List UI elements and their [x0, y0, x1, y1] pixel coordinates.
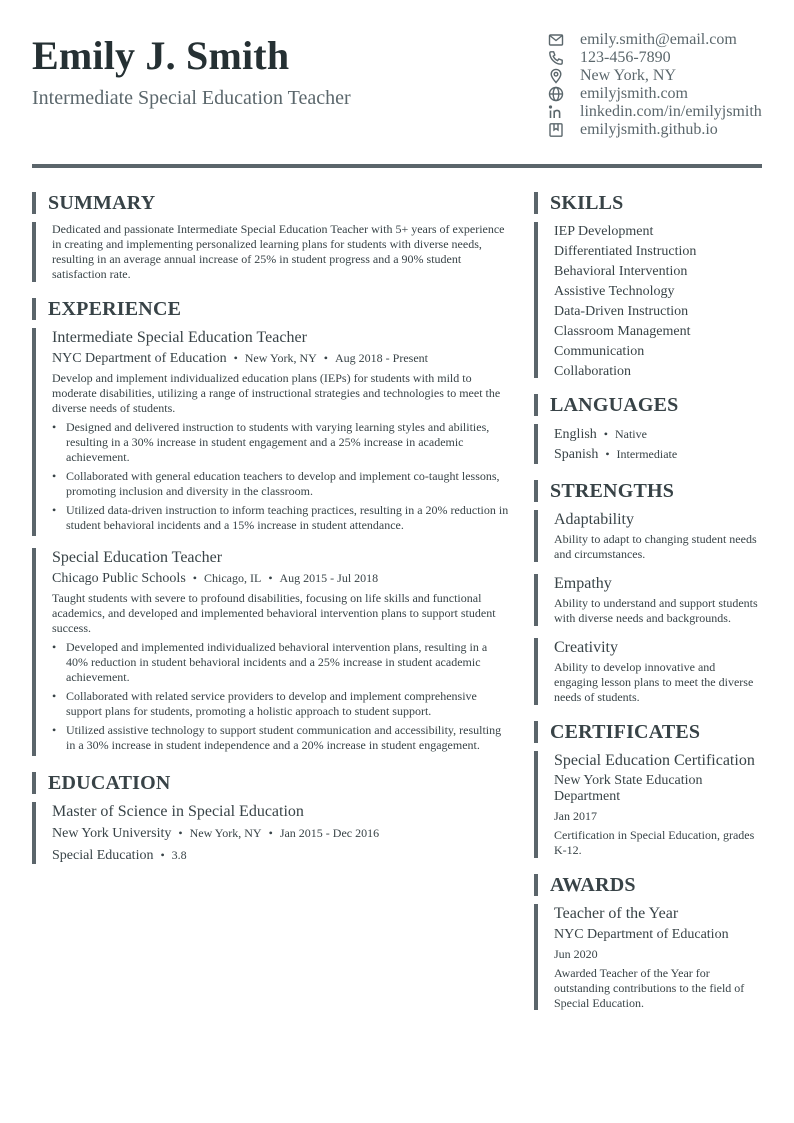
separator-dot: •	[603, 427, 608, 441]
strength-name: Creativity	[554, 639, 618, 656]
job-role: Intermediate Special Education Teacher	[52, 329, 307, 346]
language-name: English	[554, 427, 597, 442]
award-desc: Awarded Teacher of the Year for outstanding contributions to the field of Special Education.	[554, 966, 745, 1010]
language-level: Intermediate	[616, 447, 678, 461]
job-location: Chicago, IL	[203, 571, 262, 585]
job-location: New York, NY	[244, 351, 317, 365]
strength-entry	[534, 574, 762, 626]
sidebar-column	[534, 192, 762, 1010]
award-entry	[534, 904, 762, 1010]
skill-item: IEP Development	[554, 224, 654, 239]
job-bullet: • Designed and delivered instruction to students with varying learning styles and abilities, resulting in a 30% increase in student engagement and a 25% increase in academic achievement.	[52, 420, 510, 465]
skill-item: Behavioral Intervention	[554, 264, 688, 279]
email-icon	[548, 32, 564, 48]
separator-dot: •	[178, 826, 183, 840]
award-issuer: NYC Department of Education	[554, 927, 729, 942]
contact-website[interactable]	[548, 85, 788, 103]
separator-dot: •	[268, 571, 273, 585]
education-school: New York University	[52, 826, 172, 841]
linkedin-icon	[548, 104, 564, 120]
job-org: NYC Department of Education	[52, 351, 227, 366]
skill-item: Differentiated Instruction	[554, 244, 697, 259]
language-level: Native	[614, 427, 647, 441]
job-dates: Aug 2018 - Present	[334, 351, 428, 365]
certificate-issuer: New York State Education Department	[554, 773, 703, 804]
candidate-title: Intermediate Special Education Teacher	[32, 87, 351, 109]
strength-entry	[534, 638, 762, 705]
main-column	[32, 192, 510, 864]
separator-dot: •	[192, 571, 197, 585]
job-bullet: • Developed and implemented individualized behavioral intervention plans, resulting in a 40% reduction in student behavioral incidents and a 25% increase in student academic achievement.	[52, 640, 510, 685]
strength-desc: Ability to understand and support students with diverse needs and backgrounds.	[554, 596, 758, 625]
job-role: Special Education Teacher	[52, 549, 223, 566]
language-item	[554, 444, 762, 464]
job-bullets	[52, 640, 510, 753]
strength-desc: Ability to develop innovative and engaging lesson plans to meet the diverse needs of students.	[554, 660, 754, 704]
strength-name: Adaptability	[554, 511, 634, 528]
job-dates: Aug 2015 - Jul 2018	[279, 571, 379, 585]
skill-item: Classroom Management	[554, 324, 691, 339]
awards-heading: AWARDS	[534, 874, 762, 896]
job-meta	[52, 569, 510, 588]
skill-item: Assistive Technology	[554, 284, 675, 299]
contact-website-text: emilyjsmith.com	[580, 85, 688, 102]
contact-location	[548, 67, 788, 85]
job-bullets	[52, 420, 510, 533]
education-degree: Master of Science in Special Education	[52, 803, 304, 820]
contact-phone[interactable]	[548, 49, 788, 67]
skill-item: Collaboration	[554, 364, 631, 379]
education-dates: Jan 2015 - Dec 2016	[279, 826, 380, 840]
separator-dot: •	[160, 848, 165, 862]
contact-github-text: emilyjsmith.github.io	[580, 121, 718, 138]
job-org: Chicago Public Schools	[52, 571, 186, 586]
strength-entry	[534, 510, 762, 562]
certificate-desc: Certification in Special Education, grades K-12.	[554, 828, 755, 857]
phone-icon	[548, 50, 564, 66]
education-meta	[52, 823, 510, 843]
education-location: New York, NY	[189, 826, 262, 840]
education-field-line	[52, 845, 510, 865]
header-divider	[32, 164, 762, 168]
summary-block	[32, 222, 510, 282]
strength-desc: Ability to adapt to changing student needs and circumstances.	[554, 532, 757, 561]
globe-icon	[548, 86, 564, 102]
skills-list	[534, 222, 762, 378]
github-icon	[548, 122, 564, 138]
strengths-heading: STRENGTHS	[534, 480, 762, 502]
award-name: Teacher of the Year	[554, 905, 679, 922]
separator-dot: •	[233, 351, 238, 365]
certificates-heading: CERTIFICATES	[534, 721, 762, 743]
strength-name: Empathy	[554, 575, 612, 592]
contact-email[interactable]	[548, 31, 788, 49]
language-name: Spanish	[554, 447, 599, 462]
contact-location-text: New York, NY	[580, 67, 677, 84]
separator-dot: •	[323, 351, 328, 365]
contact-linkedin[interactable]	[548, 103, 788, 121]
skill-item: Data-Driven Instruction	[554, 304, 689, 319]
job-bullet: • Collaborated with related service providers to develop and implement comprehensive support plans for students, promoting a holistic approach to student support.	[52, 689, 510, 719]
contact-phone-text: 123-456-7890	[580, 49, 671, 66]
contact-github[interactable]	[548, 121, 788, 139]
candidate-name: Emily J. Smith	[32, 33, 290, 78]
education-heading: EDUCATION	[32, 772, 510, 794]
location-pin-icon	[548, 68, 564, 84]
education-entry	[32, 802, 510, 864]
job-entry	[32, 548, 510, 756]
separator-dot: •	[605, 447, 610, 461]
languages-list	[534, 424, 762, 464]
education-field: Special Education	[52, 848, 154, 863]
separator-dot: •	[268, 826, 273, 840]
job-meta	[52, 349, 510, 368]
certificate-entry	[534, 751, 762, 858]
contact-linkedin-text: linkedin.com/in/emilyjsmith	[580, 103, 762, 120]
skill-item: Communication	[554, 344, 645, 359]
languages-heading: LANGUAGES	[534, 394, 762, 416]
certificate-date: Jan 2017	[554, 809, 597, 823]
job-entry	[32, 328, 510, 536]
contact-email-text: emily.smith@email.com	[580, 31, 737, 48]
job-bullet: • Collaborated with general education teachers to develop and implement co-taught lessons, promoting inclusion and diversity in the classroom.	[52, 469, 510, 499]
summary-text: Dedicated and passionate Intermediate Special Education Teacher with 5+ years of experience in creating and implementing personalized learning plans for students with diverse needs, resulting in an average annual increase of 25% in student progress and a 90% student satisfaction rate.	[52, 222, 505, 281]
job-description: Develop and implement individualized education plans (IEPs) for students with mild to moderate disabilities, utilizing a range of instructional strategies and technologies to meet the diverse needs of students.	[52, 371, 501, 415]
job-bullet: • Utilized data-driven instruction to inform teaching practices, resulting in a 20% reduction in student behavioral incidents and a 15% increase in student attendance.	[52, 503, 510, 533]
skills-heading: SKILLS	[534, 192, 762, 214]
summary-heading: SUMMARY	[32, 192, 510, 214]
job-bullet: • Utilized assistive technology to support student communication and accessibility, resulting in a 30% increase in student independence and a 20% increase in student engagement.	[52, 723, 510, 753]
certificate-name: Special Education Certification	[554, 752, 755, 769]
experience-heading: EXPERIENCE	[32, 298, 510, 320]
job-description: Taught students with severe to profound disabilities, focusing on life skills and functional academics, and developed and implemented behavioral intervention plans to support student success.	[52, 591, 496, 635]
award-date: Jun 2020	[554, 947, 598, 961]
education-gpa: 3.8	[171, 848, 187, 862]
language-item	[554, 424, 762, 444]
contact-list	[548, 31, 788, 139]
